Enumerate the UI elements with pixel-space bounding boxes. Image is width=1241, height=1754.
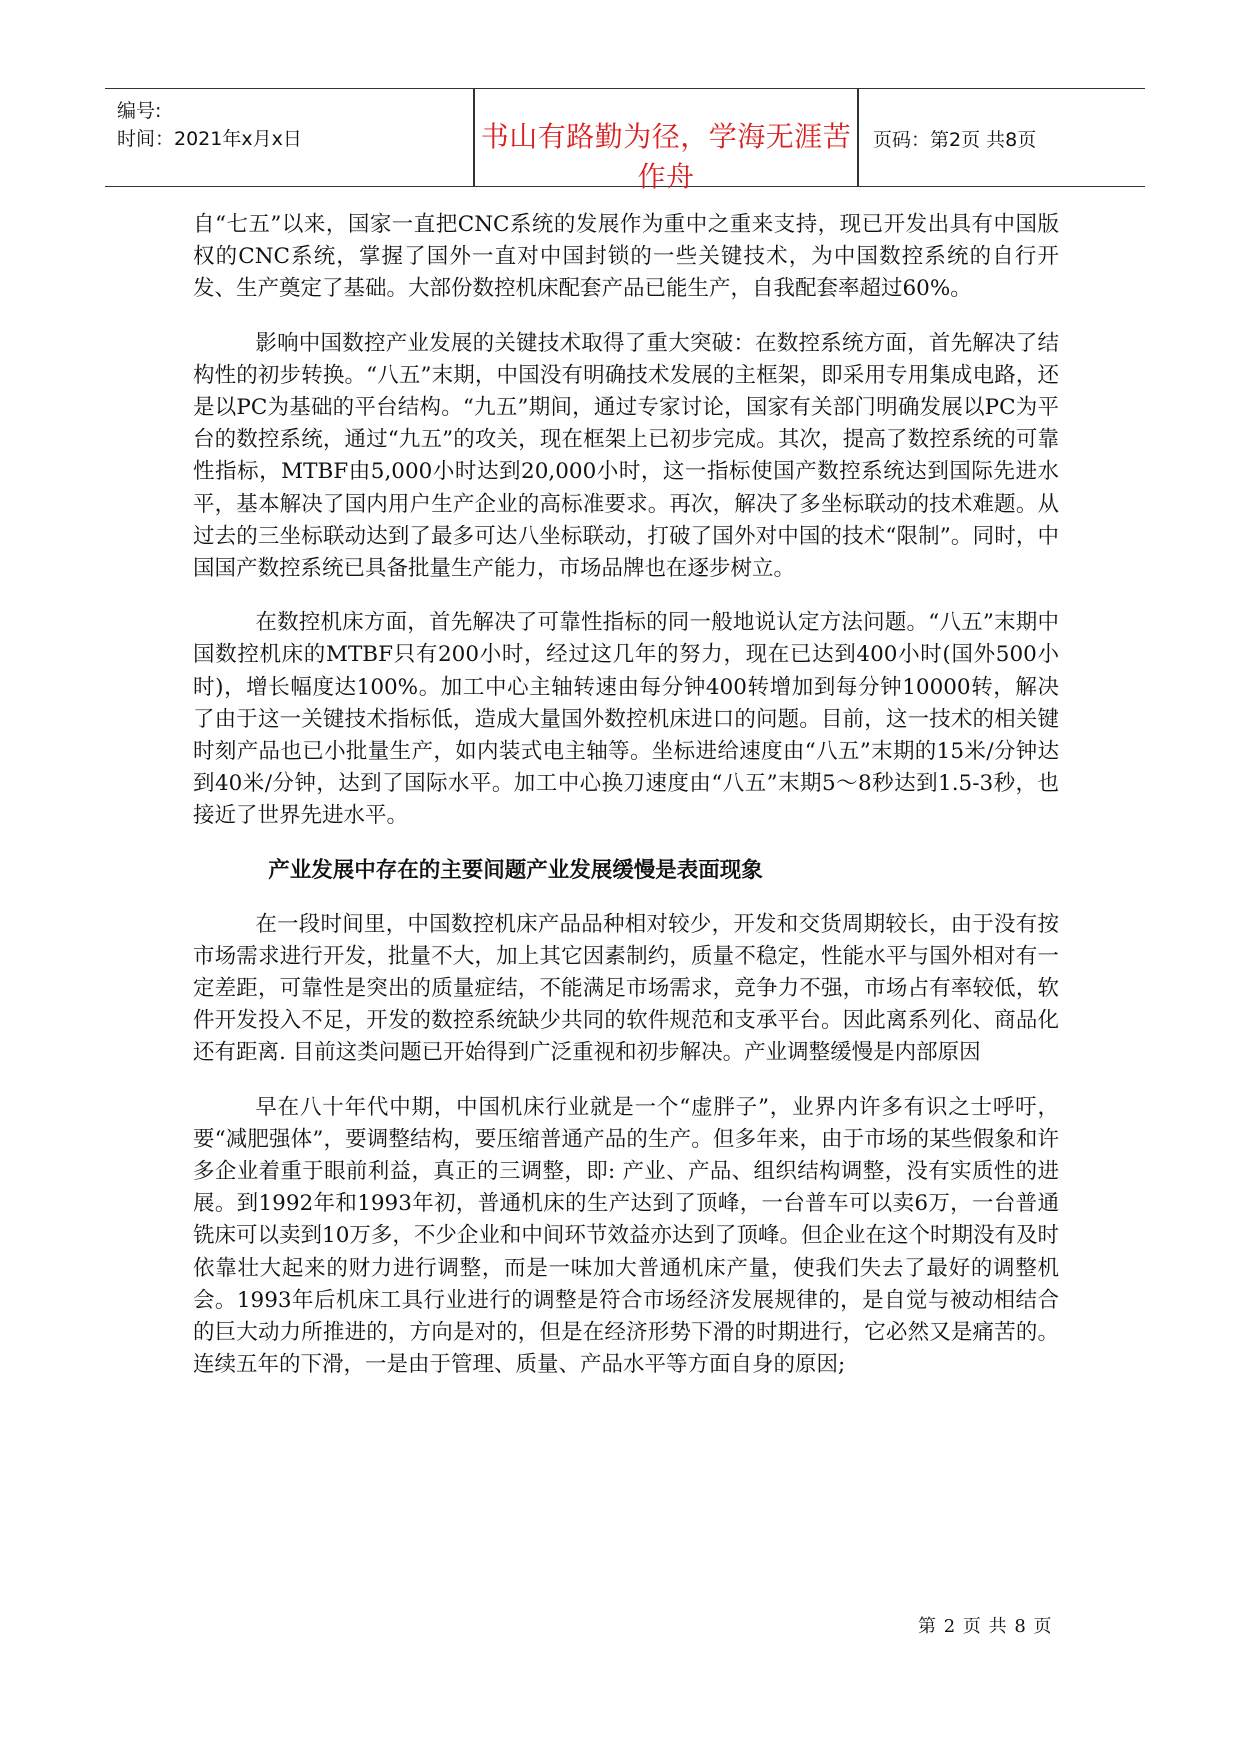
header-divider [857,89,859,186]
body-paragraph: 早在八十年代中期，中国机床行业就是一个“虚胖子”，业界内许多有识之士呼吁，要“减肥强体”，要调整结构，要压缩普通产品的生产。但多年来，由于市场的某些假象和许多企业着重于眼前利益，真正的三调整，即: 产业、产品、组织结构调整，没有实质性的进展。到1992年和1993年初，普通机床的生产达到了顶峰，一台普车可以卖6万，一台普通铣床可以卖到10万多，不少企业和中间环节效益亦达到了顶峰。但企业在这个时期没有及时依靠壮大起来的财力进行调整，而是一味加大普通机床产量，使我们失去了最好的调整机会。1993年后机床工具行业进行的调整是符合市场经济发展规律的，是自觉与被动相结合的巨大动力所推进的，方向是对的，但是在经济形势下滑的时期进行，它必然又是痛苦的。连续五年的下滑，一是由于管理、质量、产品水平等方面自身的原因; [193,1094,1059,1378]
body-paragraph: 在数控机床方面，首先解决了可靠性指标的同一般地说认定方法问题。“八五”末期中国数控机床的MTBF只有200小时，经过这几年的努力，现在已达到400小时(国外500小时)，增长幅度达100%。加工中心主轴转速由每分钟400转增加到每分钟10000转，解决了由于这一关键技术指标低，造成大量国外数控机床进口的问题。目前，这一技术的相关键时刻产品也已小批量生产，如内装式电主轴等。坐标进给速度由“八五”末期的15米/分钟达到40米/分钟，达到了国际水平。加工中心换刀速度由“八五”末期5～8秒达到1.5-3秒，也接近了世界先进水平。 [193,610,1059,829]
header-motto: 书山有路勤为径，学海无涯苦作舟 [480,120,852,193]
section-heading: 产业发展中存在的主要间题产业发展缓慢是表面现象 [268,857,763,883]
document-body [193,209,1059,1404]
page-header [105,88,1145,193]
document-time-label: 时间：2021年x月x日 [117,128,302,150]
body-paragraph: 在一段时间里，中国数控机床产品品种相对较少，开发和交货周期较长，由于没有按市场需求进行开发，批量不大，加上其它因素制约，质量不稳定，性能水平与国外相对有一定差距，可靠性是突出的质量症结，不能满足市场需求，竞争力不强，市场占有率较低，软件开发投入不足，开发的数控系统缺少共同的软件规范和支承平台。因此离系列化、商品化还有距离. 目前这类问题已开始得到广泛重视和初步解决。产业调整缓慢是内部原因 [193,911,1059,1066]
body-paragraph: 自“七五”以来，国家一直把CNC系统的发展作为重中之重来支持，现已开发出具有中国版权的CNC系统，掌握了国外一直对中国封锁的一些关键技术，为中国数控系统的自行开发、生产奠定了基础。大部份数控机床配套产品已能生产，自我配套率超过60%。 [193,212,1059,302]
header-page-number: 页码：第2页 共8页 [873,129,1037,151]
document-number-label: 编号: [117,100,162,122]
body-paragraph: 影响中国数控产业发展的关键技术取得了重大突破：在数控系统方面，首先解决了结构性的初步转换。“八五”末期，中国没有明确技术发展的主框架，即采用专用集成电路，还是以PC为基础的平台结构。“九五”期间，通过专家讨论，国家有关部门明确发展以PC为平台的数控系统，通过“九五”的攻关，现在框架上已初步完成。其次，提高了数控系统的可靠性指标，MTBF由5,000小时达到20,000小时，这一指标使国产数控系统达到国际先进水平，基本解决了国内用户生产企业的高标准要求。再次，解决了多坐标联动的技术难题。从过去的三坐标联动达到了最多可达八坐标联动，打破了国外对中国的技术“限制”。同时，中国国产数控系统已具备批量生产能力，市场品牌也在逐步树立。 [193,330,1059,582]
page-footer: 第 2 页 共 8 页 [918,1616,1053,1637]
header-divider [473,89,475,186]
header-info [117,91,472,184]
